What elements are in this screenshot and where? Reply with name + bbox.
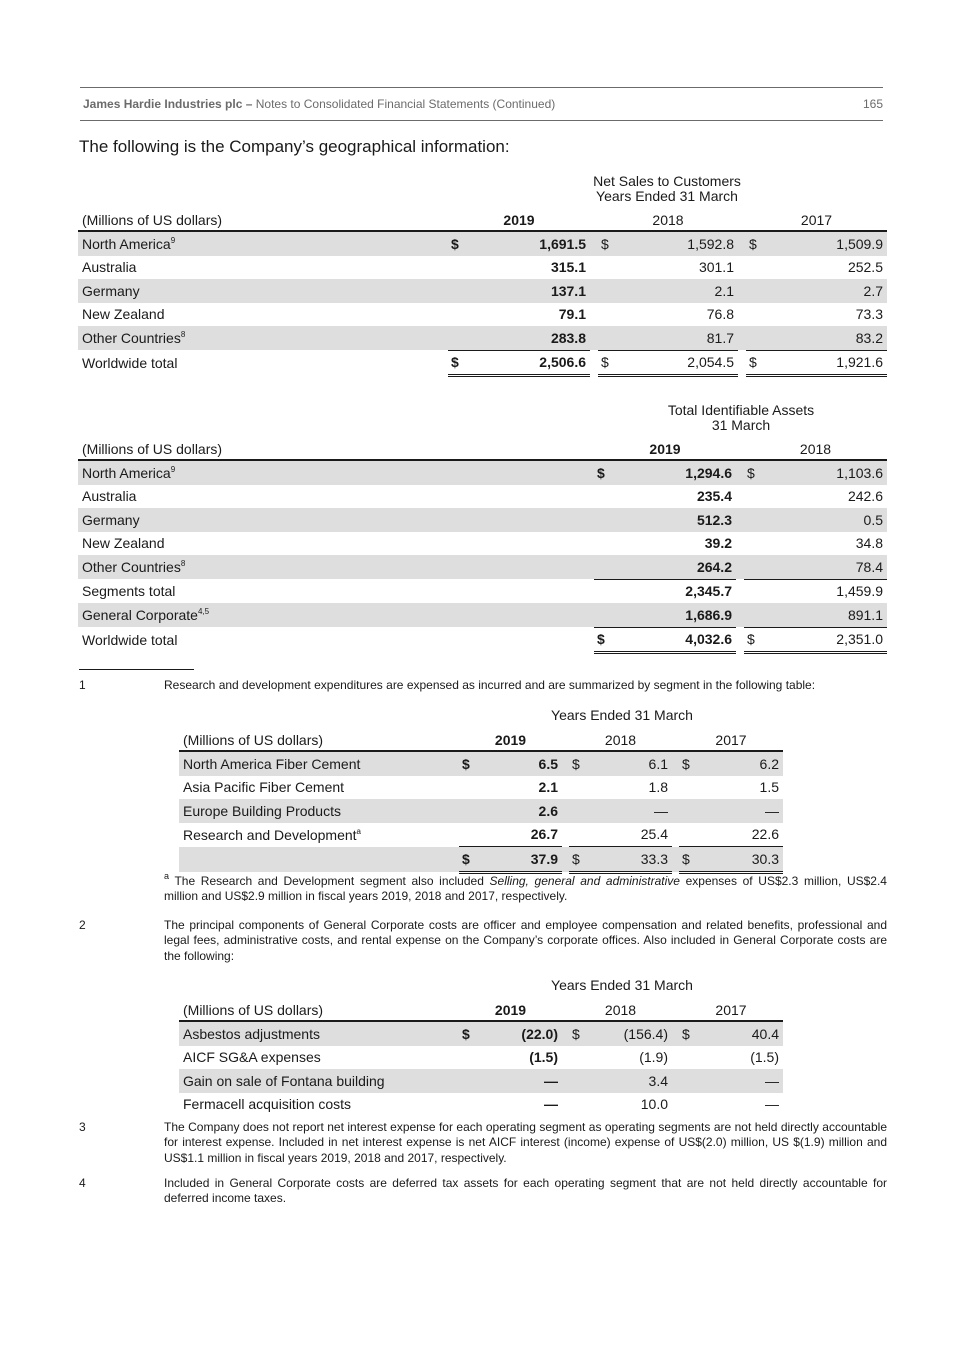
row-label: New Zealand: [82, 306, 165, 323]
currency-symbol: $: [679, 847, 699, 873]
unit-label: (Millions of US dollars): [183, 732, 324, 748]
value-2018: 81.7: [618, 326, 738, 350]
footnote-marker: 4,5: [197, 607, 210, 616]
value-2019: 4,032.6: [614, 627, 736, 653]
currency-symbol: [594, 508, 614, 532]
currency-symbol: [598, 326, 618, 350]
value-2019: 37.9: [479, 847, 562, 873]
table-row: [179, 1069, 783, 1093]
currency-symbol: $: [598, 350, 618, 376]
rd-table: [179, 726, 783, 874]
value-2017: (1.5): [750, 1049, 779, 1066]
value-2018: 34.8: [855, 535, 883, 552]
currency-symbol: [459, 799, 479, 823]
currency-symbol: $: [594, 627, 614, 653]
year-2018: 2018: [604, 1002, 637, 1018]
value-2019: —: [544, 1096, 558, 1113]
value-2017: 1.5: [759, 779, 779, 796]
value-2017: 2.7: [766, 279, 887, 303]
currency-symbol: [679, 1069, 699, 1093]
value-2018: 1,592.8: [618, 231, 738, 256]
currency-symbol: $: [459, 751, 479, 776]
note-1-number: 1: [79, 678, 86, 692]
value-2017: 6.2: [699, 751, 783, 776]
value-2018: 891.1: [764, 603, 887, 627]
year-2017: 2017: [715, 1002, 747, 1018]
currency-symbol: [594, 532, 614, 556]
table-row: [179, 823, 783, 847]
assets-caption-line1: Total Identifiable Assets: [667, 402, 815, 418]
currency-symbol: $: [459, 1021, 479, 1046]
value-2017: 1,509.9: [766, 231, 887, 256]
table-row: [78, 231, 887, 256]
value-2018: 25.4: [589, 823, 672, 847]
value-2017: 40.4: [699, 1021, 783, 1046]
currency-symbol: [459, 1046, 479, 1070]
value-2018: (156.4): [589, 1021, 672, 1046]
rd-header-row: [179, 726, 783, 751]
currency-symbol: [744, 485, 764, 509]
row-label: Germany: [78, 279, 448, 303]
currency-symbol: [679, 1093, 699, 1117]
assets-table: [78, 435, 887, 654]
currency-symbol: [594, 555, 614, 579]
year-2018: 2018: [652, 212, 684, 228]
value-2018: 3.4: [589, 1069, 672, 1093]
row-label: Research and Development$^a$: [183, 826, 361, 843]
currency-symbol: [746, 256, 766, 280]
currency-symbol: [744, 603, 764, 627]
row-label: Asbestos adjustments: [179, 1021, 459, 1046]
table-row: [78, 532, 887, 556]
table-row: [78, 303, 887, 327]
value-2017: 73.3: [855, 306, 883, 323]
currency-symbol: $: [744, 460, 764, 485]
value-2019: 2.6: [479, 799, 562, 823]
table-row: [179, 751, 783, 776]
year-2018: 2018: [604, 732, 637, 748]
currency-symbol: [746, 303, 766, 327]
value-2019: 1,294.6: [614, 460, 736, 485]
currency-symbol: [679, 1046, 699, 1070]
value-2017: 1,921.6: [766, 350, 887, 376]
net-sales-table: [78, 206, 887, 377]
row-label: Worldwide total: [82, 631, 178, 648]
unit-label: (Millions of US dollars): [82, 212, 223, 228]
note-3-number: 3: [79, 1120, 86, 1134]
value-2017: —: [699, 1069, 783, 1093]
value-2018: 1,459.9: [836, 583, 883, 600]
currency-symbol: [569, 1093, 589, 1117]
note-1-text: Research and development expenditures are expensed as incurred and are summarized by segment in the following table:: [164, 678, 816, 692]
currency-symbol: [569, 1046, 589, 1070]
currency-symbol: $: [746, 350, 766, 376]
currency-symbol: [569, 776, 589, 800]
table-row: [179, 847, 783, 873]
currency-symbol: $: [569, 751, 589, 776]
currency-symbol: $: [448, 231, 468, 256]
row-label: Gain on sale of Fontana building: [179, 1069, 459, 1093]
note-4-text: Included in General Corporate costs are deferred tax assets for each operating segment that are not held directly accountable for deferred income taxes.: [164, 1176, 887, 1206]
note-4-number: 4: [79, 1176, 86, 1190]
row-label: North America$^9$: [78, 231, 448, 256]
row-label: Segments total: [82, 583, 176, 599]
value-2018: 2,054.5: [618, 350, 738, 376]
gc-caption: Years Ended 31 March: [551, 977, 693, 993]
intro-heading: The following is the Company’s geographical information:: [79, 137, 510, 156]
table-row: [179, 1021, 783, 1046]
value-2018: 76.8: [706, 306, 734, 323]
currency-symbol: $: [594, 460, 614, 485]
footnote-marker: a: [356, 826, 361, 836]
row-label: [179, 847, 459, 873]
value-2019: 2,506.6: [468, 350, 590, 376]
currency-symbol: $: [746, 231, 766, 256]
currency-symbol: $: [569, 847, 589, 873]
value-2018: 242.6: [847, 488, 883, 505]
currency-symbol: $: [679, 751, 699, 776]
currency-symbol: [746, 326, 766, 350]
value-2019: 512.3: [614, 508, 736, 532]
row-label: Fermacell acquisition costs: [183, 1096, 352, 1113]
currency-symbol: $: [569, 1021, 589, 1046]
currency-symbol: [569, 1069, 589, 1093]
currency-symbol: [569, 823, 589, 847]
value-2018: 78.4: [764, 555, 887, 579]
page-number: 165: [862, 97, 883, 111]
value-2018: 301.1: [698, 259, 734, 276]
table-row: [78, 256, 887, 280]
currency-symbol: [569, 799, 589, 823]
value-2018: —: [589, 799, 672, 823]
year-2017: 2017: [800, 212, 833, 228]
assets-caption: [634, 403, 848, 433]
currency-symbol: [598, 256, 618, 280]
net-sales-caption-line1: Net Sales to Customers: [593, 173, 741, 189]
value-2019: 6.5: [479, 751, 562, 776]
currency-symbol: [744, 579, 764, 603]
year-2019: 2019: [503, 212, 535, 228]
value-2019: 315.1: [550, 259, 586, 276]
currency-symbol: [448, 326, 468, 350]
table-row: [78, 485, 887, 509]
row-label: Germany: [78, 508, 594, 532]
net-sales-header-row: [78, 206, 887, 231]
currency-symbol: [598, 279, 618, 303]
header-section: Notes to Consolidated Financial Statements (Continued): [252, 97, 556, 111]
currency-symbol: [598, 303, 618, 327]
row-label: Europe Building Products: [179, 799, 459, 823]
table-row: [78, 508, 887, 532]
table-row: [78, 555, 887, 579]
gc-header-row: [179, 996, 783, 1021]
running-header: [83, 97, 883, 111]
value-2018: 2,351.0: [764, 627, 887, 653]
note-a-marker: a: [164, 871, 170, 881]
value-2019: 26.7: [479, 823, 562, 847]
year-2018: 2018: [799, 441, 832, 457]
currency-symbol: [448, 256, 468, 280]
currency-symbol: [594, 579, 614, 603]
row-label: Worldwide total: [82, 354, 178, 371]
row-label: Other Countries$^8$: [78, 326, 448, 350]
row-label: General Corporate$^{4,5}$: [78, 603, 594, 627]
table-row: [78, 326, 887, 350]
value-2019: 264.2: [614, 555, 736, 579]
row-label: Asia Pacific Fiber Cement: [183, 779, 345, 796]
table-row: [179, 776, 783, 800]
header-bottom-rule: [80, 120, 883, 121]
currency-symbol: $: [448, 350, 468, 376]
note-3-text: The Company does not report net interest expense for each operating segment as operating segments are not held directly accountable for interest expense. Included in net interest expense is net AICF interest (income) expense of US$(2.0) million, US $(1.9) million and US$1.1 million in fiscal years 2019, 2018 and 2017, respectively.: [164, 1120, 887, 1165]
currency-symbol: [594, 485, 614, 509]
currency-symbol: [448, 303, 468, 327]
value-2019: 2,345.7: [685, 583, 732, 600]
currency-symbol: [744, 508, 764, 532]
currency-symbol: [679, 776, 699, 800]
currency-symbol: [679, 823, 699, 847]
footnote-marker: 9: [170, 235, 176, 245]
value-2018: 0.5: [764, 508, 887, 532]
value-2017: —: [765, 1096, 779, 1113]
year-2017: 2017: [715, 732, 747, 748]
currency-symbol: [746, 279, 766, 303]
net-sales-caption: [560, 174, 774, 204]
currency-symbol: [448, 279, 468, 303]
table-row: [78, 460, 887, 485]
value-2018: 2.1: [618, 279, 738, 303]
assets-header-row: [78, 435, 887, 460]
currency-symbol: [594, 603, 614, 627]
currency-symbol: [459, 823, 479, 847]
table-row: [78, 579, 887, 603]
footnote-marker: 9: [170, 464, 176, 474]
value-2017: 252.5: [847, 259, 883, 276]
unit-label: (Millions of US dollars): [82, 441, 223, 457]
row-label: New Zealand: [82, 535, 165, 552]
table-row: [78, 350, 887, 376]
table-row: [179, 1046, 783, 1070]
currency-symbol: [744, 532, 764, 556]
table-row: [78, 279, 887, 303]
table-row: [179, 1093, 783, 1117]
note-a-text: $^a$ The Research and Development segment also included Selling, general and administrative expenses of US$2.3 million, US$2.4 million and US$2.9 million in fiscal years 2019, 2018 and 2017, respectively.: [164, 871, 887, 904]
currency-symbol: $: [459, 847, 479, 873]
row-label: AICF SG&A expenses: [183, 1049, 321, 1066]
footnote-marker: 8: [180, 330, 186, 339]
currency-symbol: [459, 1093, 479, 1117]
rd-caption: Years Ended 31 March: [551, 707, 693, 723]
currency-symbol: [459, 776, 479, 800]
table-row: [78, 627, 887, 653]
value-2019: 79.1: [558, 306, 586, 323]
value-2017: 83.2: [766, 326, 887, 350]
footnote-rule: [79, 669, 194, 670]
value-2017: —: [699, 799, 783, 823]
value-2017: 30.3: [699, 847, 783, 873]
currency-symbol: [744, 555, 764, 579]
note-2-text: The principal components of General Corporate costs are officer and employee compensation and related benefits, professional and legal fees, administrative costs, and rental expense on the Company’s corporate offices. Also included in General Corporate costs are the following:: [164, 918, 887, 963]
year-2019: 2019: [494, 732, 527, 748]
row-label: Australia: [82, 488, 137, 505]
value-2018: 6.1: [589, 751, 672, 776]
note-2-number: 2: [79, 918, 86, 932]
unit-label: (Millions of US dollars): [183, 1002, 324, 1018]
value-2017: 22.6: [699, 823, 783, 847]
value-2019: 1,686.9: [614, 603, 736, 627]
value-2018: (1.9): [639, 1049, 668, 1066]
value-2019: 283.8: [468, 326, 590, 350]
net-sales-caption-line2: Years Ended 31 March: [596, 188, 738, 204]
table-row: [179, 799, 783, 823]
row-label: North America Fiber Cement: [179, 751, 459, 776]
value-2019: 1,691.5: [468, 231, 590, 256]
assets-caption-line2: 31 March: [711, 417, 771, 433]
value-2019: 39.2: [704, 535, 732, 552]
currency-symbol: $: [744, 627, 764, 653]
value-2019: 137.1: [468, 279, 590, 303]
footnote-marker: 8: [180, 559, 186, 568]
row-label: Other Countries$^8$: [78, 555, 594, 579]
header-company: James Hardie Industries plc –: [83, 97, 253, 111]
value-2018: 10.0: [640, 1096, 668, 1113]
value-2018: 1,103.6: [764, 460, 887, 485]
value-2018: 1.8: [648, 779, 668, 796]
value-2019: 2.1: [538, 779, 558, 796]
value-2019: —: [479, 1069, 562, 1093]
header-top-rule: [80, 87, 883, 88]
currency-symbol: $: [679, 1021, 699, 1046]
table-row: [78, 603, 887, 627]
value-2019: 235.4: [696, 488, 732, 505]
row-label: North America$^9$: [78, 460, 594, 485]
currency-symbol: [459, 1069, 479, 1093]
value-2019: (1.5): [529, 1049, 558, 1066]
currency-symbol: [679, 799, 699, 823]
value-2019: (22.0): [479, 1021, 562, 1046]
year-2019: 2019: [494, 1002, 527, 1018]
year-2019: 2019: [649, 441, 681, 457]
gc-table: [179, 996, 783, 1116]
row-label: Australia: [82, 259, 137, 276]
value-2018: 33.3: [589, 847, 672, 873]
currency-symbol: $: [598, 231, 618, 256]
